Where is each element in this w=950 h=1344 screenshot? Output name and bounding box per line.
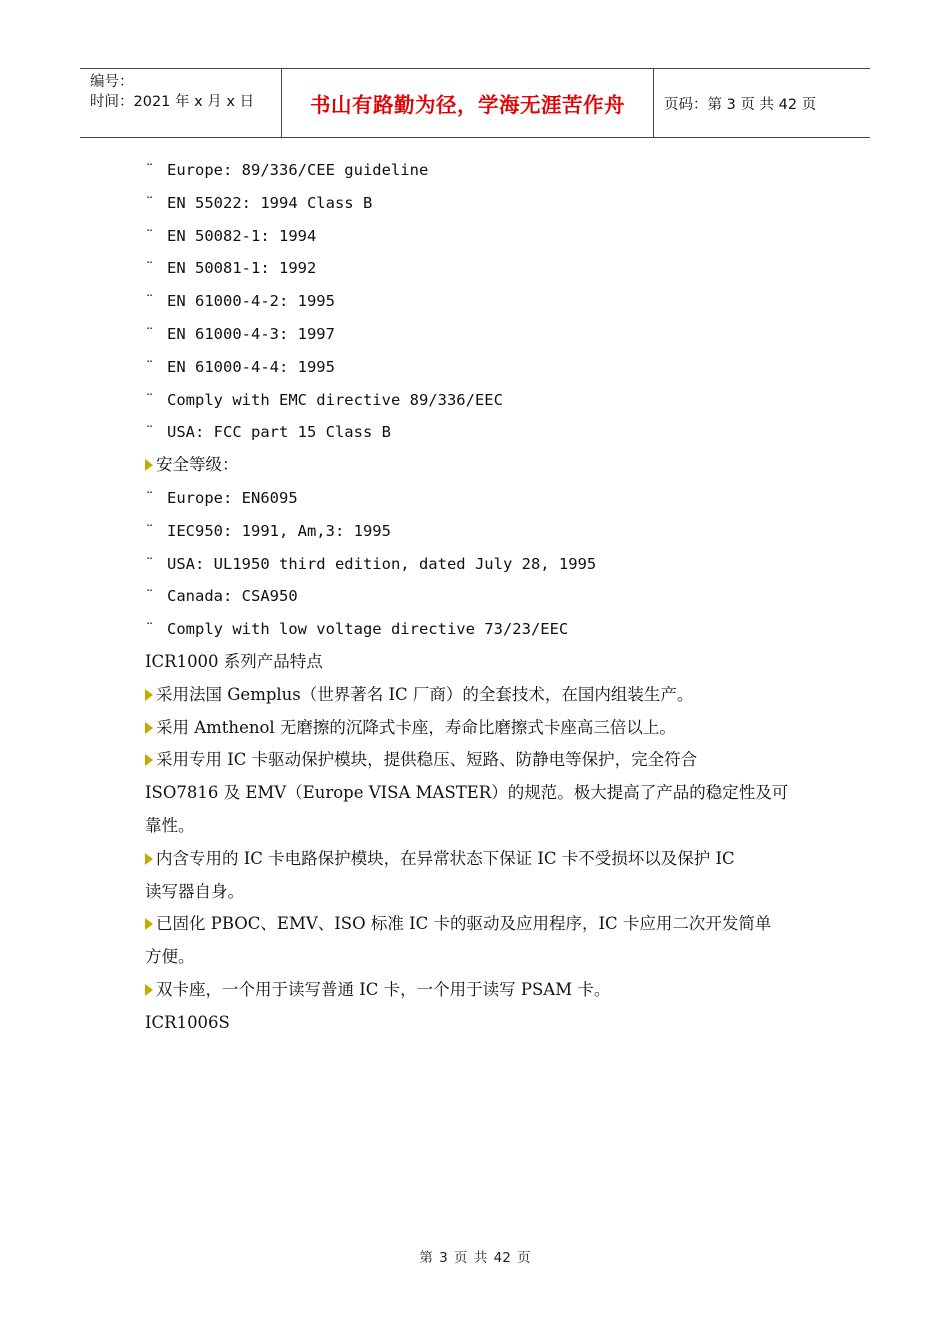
list-item: ¨ Europe: EN6095: [145, 482, 825, 515]
feature-item: 内含专用的 IC 卡电路保护模块，在异常状态下保证 IC 卡不受损坏以及保护 IC: [145, 843, 825, 876]
header-motto-cell: [281, 69, 654, 137]
list-item: ¨ Europe: 89/336/CEE guideline: [145, 154, 825, 187]
list-item: ¨ USA: UL1950 third edition, dated July 28, 1995: [145, 548, 825, 581]
bullet-marker: ¨: [145, 259, 155, 278]
feature-list: [145, 679, 825, 1007]
bullet-marker: ¨: [145, 521, 155, 540]
bullet-marker: ¨: [145, 357, 155, 376]
header-page-info: 页码：第 3 页 共 42 页: [664, 96, 817, 113]
header-motto: 书山有路勤为径，学海无涯苦作舟: [310, 93, 625, 117]
bullet-marker: ¨: [145, 587, 155, 606]
arrow-bullet-icon: [145, 918, 153, 930]
safety-heading: 安全等级：: [145, 449, 825, 482]
list-item: ¨ EN 61000-4-2: 1995: [145, 285, 825, 318]
list-item: ¨ Comply with low voltage directive 73/23/EEC: [145, 613, 825, 646]
page-footer: 第 3 页 共 42 页: [419, 1250, 531, 1266]
bullet-marker: ¨: [145, 193, 155, 212]
arrow-bullet-icon: [145, 853, 153, 865]
page-header: [80, 68, 870, 138]
bullet-marker: ¨: [145, 292, 155, 311]
feature-item-continuation: 读写器自身。: [145, 881, 244, 901]
bullet-marker: ¨: [145, 390, 155, 409]
document-body: [145, 154, 825, 1040]
document-number-label: 编号：: [90, 74, 134, 90]
bullet-marker: ¨: [145, 554, 155, 573]
bullet-marker: ¨: [145, 226, 155, 245]
list-item: ¨ Comply with EMC directive 89/336/EEC: [145, 384, 825, 417]
emc-standards-list: [145, 154, 825, 449]
list-item: ¨ USA: FCC part 15 Class B: [145, 416, 825, 449]
feature-section-title: ICR1000 系列产品特点: [145, 651, 323, 671]
feature-item: 双卡座，一个用于读写普通 IC 卡，一个用于读写 PSAM 卡。: [145, 974, 825, 1007]
bullet-marker: ¨: [145, 488, 155, 507]
list-item: ¨ EN 50081-1: 1992: [145, 252, 825, 285]
arrow-bullet-icon: [145, 722, 153, 734]
feature-item: 采用法国 Gemplus（世界著名 IC 厂商）的全套技术，在国内组装生产。: [145, 679, 825, 712]
feature-item-continuation: 方便。: [145, 947, 195, 967]
bullet-marker: ¨: [145, 423, 155, 442]
bullet-marker: ¨: [145, 324, 155, 343]
arrow-bullet-icon: [145, 984, 153, 996]
feature-item-continuation: ISO7816 及 EMV（Europe VISA MASTER）的规范。极大提高了产品的稳定性及可: [145, 783, 789, 803]
arrow-bullet-icon: [145, 754, 153, 766]
list-item: ¨ Canada: CSA950: [145, 580, 825, 613]
document-time-label: 时间：2021 年 x 月 x 日: [90, 94, 255, 110]
feature-item-continuation: 靠性。: [145, 815, 195, 835]
feature-item: 采用 Amthenol 无磨擦的沉降式卡座，寿命比磨擦式卡座高三倍以上。: [145, 712, 825, 745]
list-item: ¨ EN 50082-1: 1994: [145, 220, 825, 253]
safety-standards-list: [145, 482, 825, 646]
arrow-bullet-icon: [145, 459, 153, 471]
feature-item: 已固化 PBOC、EMV、ISO 标准 IC 卡的驱动及应用程序，IC 卡应用二次开发简单: [145, 908, 825, 941]
bullet-marker: ¨: [145, 161, 155, 179]
list-item: ¨ IEC950: 1991, Am,3: 1995: [145, 515, 825, 548]
arrow-bullet-icon: [145, 689, 153, 701]
model-name: ICR1006S: [145, 1012, 230, 1032]
feature-item: 采用专用 IC 卡驱动保护模块，提供稳压、短路、防静电等保护，完全符合: [145, 744, 825, 777]
list-item: ¨ EN 55022: 1994 Class B: [145, 187, 825, 220]
header-meta: [80, 69, 281, 137]
list-item: ¨ EN 61000-4-4: 1995: [145, 351, 825, 384]
bullet-marker: ¨: [145, 620, 155, 639]
list-item: ¨ EN 61000-4-3: 1997: [145, 318, 825, 351]
